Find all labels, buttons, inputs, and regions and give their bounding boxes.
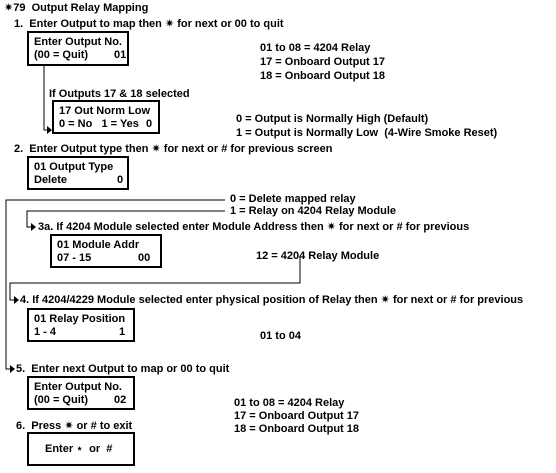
- step3a-display-line1: 01 Module Addr: [57, 239, 140, 251]
- step3a-display-line2-left: 07 - 15: [57, 252, 92, 264]
- step5-note-2: 17 = Onboard Output 17: [234, 410, 359, 422]
- step5-display-line1: Enter Output No.: [34, 381, 122, 393]
- step2-note-2: 1 = Relay on 4204 Relay Module: [230, 205, 396, 217]
- step2-display-line1: 01 Output Type: [34, 161, 114, 173]
- step4-keypad-display: [27, 308, 135, 342]
- arrowhead-step4: [14, 296, 19, 304]
- sub17-note-2: 1 = Output is Normally Low (4-Wire Smoke Reset): [236, 127, 498, 139]
- step5-display-line2-right: 02: [114, 394, 127, 406]
- step1-display-line1: Enter Output No.: [34, 36, 122, 48]
- step3a-note: 12 = 4204 Relay Module: [256, 250, 380, 262]
- step1-display-line2-left: (00 = Quit): [34, 49, 89, 61]
- step6-display-line1: Enter ⋆ or #: [45, 443, 113, 455]
- step5-note-1: 01 to 08 = 4204 Relay: [234, 397, 345, 409]
- step1-note-3: 18 = Onboard Output 18: [260, 70, 385, 82]
- step5-keypad-display: [27, 376, 135, 410]
- step2-display-line2-right: 0: [117, 174, 124, 186]
- step4-display-line2-right: 1: [119, 326, 126, 338]
- step2-keypad-display: [27, 156, 129, 190]
- sub17-keypad-display: [52, 100, 160, 134]
- step4-display-line1: 01 Relay Position: [34, 313, 126, 325]
- arrowhead-step5: [10, 365, 15, 373]
- step4-heading: 4. If 4204/4229 Module selected enter physical position of Relay then ✷ for next or # for previous: [20, 294, 524, 306]
- step1-note-1: 01 to 08 = 4204 Relay: [260, 42, 371, 54]
- step1-note-2: 17 = Onboard Output 17: [260, 56, 385, 68]
- step4-display-line2-left: 1 - 4: [34, 326, 57, 338]
- arrowhead-3a: [31, 223, 36, 231]
- step6-keypad-display: [27, 432, 135, 466]
- connector-step1-to-sub17: [44, 66, 47, 130]
- step3a-keypad-display: [50, 234, 162, 268]
- sub17-display-line2-right: 0: [146, 118, 153, 130]
- page-title: ✷79 Output Relay Mapping: [4, 2, 149, 14]
- sub17-note-1: 0 = Output is Normally High (Default): [236, 113, 429, 125]
- step3a-display-line2-right: 00: [138, 252, 151, 264]
- sub17-display-line1: 17 Out Norm Low: [59, 105, 151, 117]
- step2-display-line2-left: Delete: [34, 174, 68, 186]
- step4-note: 01 to 04: [260, 330, 301, 342]
- step5-display-line2-left: (00 = Quit): [34, 394, 89, 406]
- sub17-heading: If Outputs 17 & 18 selected: [49, 88, 190, 100]
- step3a-heading: 3a. If 4204 Module selected enter Module Address then ✷ for next or # for previous: [38, 221, 470, 233]
- step2-heading: 2. Enter Output type then ✷ for next or # for previous screen: [14, 143, 333, 155]
- sub17-display-line2-left: 0 = No 1 = Yes: [59, 118, 139, 130]
- step1-keypad-display: [27, 31, 129, 66]
- step2-note-1: 0 = Delete mapped relay: [230, 193, 356, 205]
- step6-heading: 6. Press ✷ or # to exit: [16, 420, 133, 432]
- step1-display-line2-right: 01: [114, 49, 127, 61]
- step5-heading: 5. Enter next Output to map or 00 to quit: [16, 363, 230, 375]
- step5-note-3: 18 = Onboard Output 18: [234, 423, 359, 435]
- step1-heading: 1. Enter Output to map then ✷ for next or 00 to quit: [14, 18, 284, 30]
